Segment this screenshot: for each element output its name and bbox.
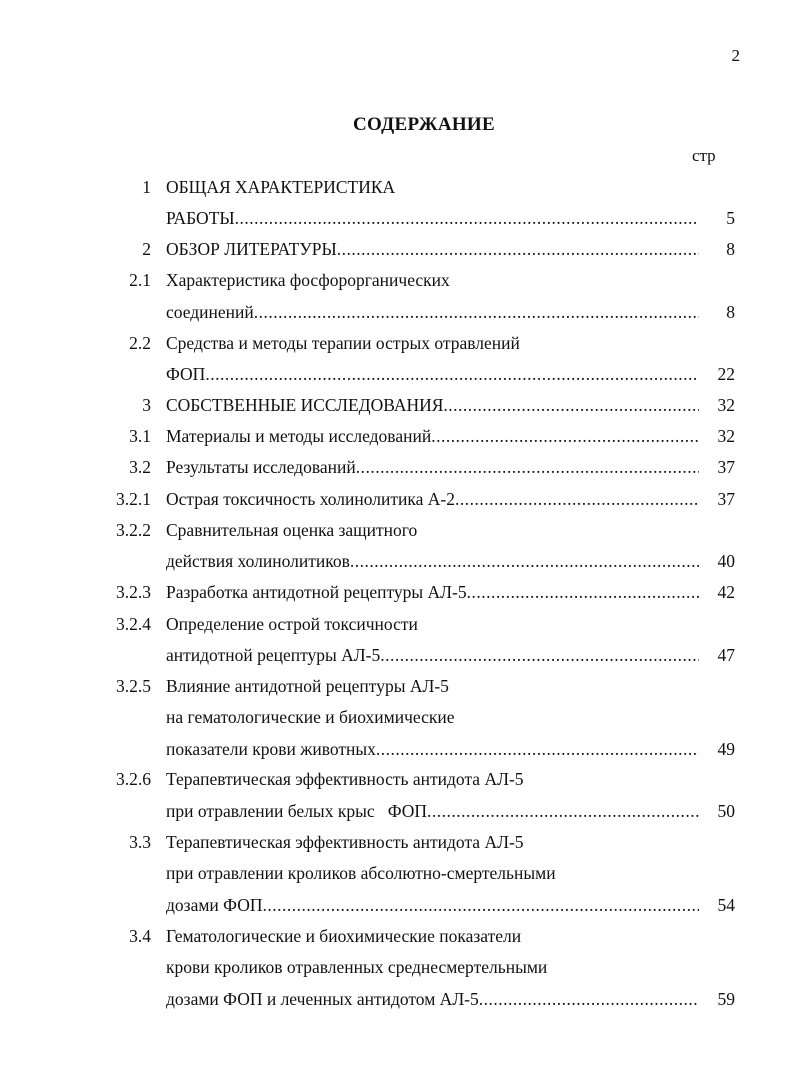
toc-leader — [166, 549, 699, 573]
toc-entry-text: Острая токсичность холинолитика А-2 — [166, 489, 455, 509]
toc-entry-page: 5 — [726, 208, 735, 228]
dot-leader — [254, 300, 699, 324]
dot-leader — [356, 455, 699, 479]
toc-entry-text: Влияние антидотной рецептуры АЛ-5 — [166, 676, 449, 696]
toc-entry-page: 22 — [717, 364, 735, 384]
toc-leader — [166, 643, 699, 667]
toc-entry-page: 32 — [717, 426, 735, 446]
toc-leader — [166, 362, 699, 386]
toc-entry — [0, 175, 796, 199]
page-number: 2 — [731, 46, 740, 65]
toc-entry-text: Разработка антидотной рецептуры АЛ-5 — [166, 582, 467, 602]
toc-entry-text: Гематологические и биохимические показатели — [166, 926, 522, 946]
toc-entry-text: Результаты исследований — [166, 457, 356, 477]
toc-entry-number: 3.2 — [129, 457, 151, 477]
toc-entry-page: 40 — [717, 551, 735, 571]
toc-entry — [0, 300, 796, 324]
toc-entry — [0, 237, 796, 261]
toc-entry — [0, 674, 796, 698]
toc-leader — [166, 237, 699, 261]
toc-entry-page: 8 — [726, 302, 735, 322]
toc-entry — [0, 268, 796, 292]
toc-entry-number: 3.2.1 — [116, 489, 151, 509]
toc-entry — [0, 612, 796, 636]
toc-leader — [166, 455, 699, 479]
toc-leader — [166, 487, 699, 511]
toc-entry — [0, 580, 796, 604]
toc-entry-page: 47 — [717, 645, 735, 665]
toc-entry — [0, 487, 796, 511]
page-column-label: стр — [692, 146, 716, 165]
toc-entry-text: показатели крови животных — [166, 739, 376, 759]
toc-entry — [0, 518, 796, 542]
dot-leader — [205, 362, 699, 386]
toc-leader — [166, 424, 699, 448]
toc-entry-text: Средства и методы терапии острых отравлений — [166, 333, 520, 353]
toc-entry-number: 3.2.2 — [116, 520, 151, 540]
toc-entry-number: 3.4 — [129, 926, 151, 946]
toc-entry-page: 50 — [717, 801, 735, 821]
toc-title: СОДЕРЖАНИЕ — [353, 114, 495, 135]
toc-entry — [0, 206, 796, 230]
toc-entry-page: 37 — [717, 457, 735, 477]
toc-entry-text: дозами ФОП — [166, 895, 263, 915]
toc-entry-text: ОБЩАЯ ХАРАКТЕРИСТИКА — [166, 177, 396, 197]
toc-entry-text: при отравлении белых крыс ФОП — [166, 801, 428, 821]
toc-entry-text: на гематологические и биохимические — [166, 707, 455, 727]
dot-leader — [455, 487, 699, 511]
toc-entry — [0, 987, 796, 1011]
dot-leader — [443, 393, 699, 417]
toc-entry-text: Сравнительная оценка защитного — [166, 520, 418, 540]
toc-entry-number: 3.2.3 — [116, 582, 151, 602]
toc-entry-number: 2.1 — [129, 270, 151, 290]
dot-leader — [427, 799, 699, 823]
toc-entry-text: крови кроликов отравленных среднесмертельными — [166, 957, 548, 977]
toc-leader — [166, 206, 699, 230]
toc-entry-page: 37 — [717, 489, 735, 509]
toc-leader — [166, 300, 699, 324]
toc-entry-number: 3.2.5 — [116, 676, 151, 696]
toc-entry — [0, 393, 796, 417]
toc-leader — [166, 737, 699, 761]
toc-entry — [0, 767, 796, 791]
toc-entry — [0, 331, 796, 355]
toc-entry-number: 3 — [142, 395, 151, 415]
toc-entry-page: 32 — [717, 395, 735, 415]
toc-entry — [0, 705, 796, 729]
toc-entry — [0, 643, 796, 667]
toc-entry-text: соединений — [166, 302, 254, 322]
toc-entry — [0, 362, 796, 386]
toc-entry-page: 59 — [717, 989, 735, 1009]
dot-leader — [235, 206, 699, 230]
dot-leader — [431, 424, 699, 448]
dot-leader — [262, 893, 699, 917]
toc-leader — [166, 393, 699, 417]
toc-entry — [0, 737, 796, 761]
toc-entry-number: 3.3 — [129, 832, 151, 852]
toc-entry-number: 1 — [142, 177, 151, 197]
toc-entry-number: 3.2.6 — [116, 769, 151, 789]
dot-leader — [380, 643, 699, 667]
dot-leader — [376, 737, 699, 761]
toc-leader — [166, 799, 699, 823]
toc-entry-text: СОБСТВЕННЫЕ ИССЛЕДОВАНИЯ — [166, 395, 444, 415]
toc-entry-page: 42 — [717, 582, 735, 602]
toc-entry — [0, 549, 796, 573]
toc-entry-text: Терапевтическая эффективность антидота АЛ-5 — [166, 769, 524, 789]
toc-entry-text: Терапевтическая эффективность антидота АЛ-5 — [166, 832, 524, 852]
toc-entry — [0, 424, 796, 448]
toc-entry-number: 2 — [142, 239, 151, 259]
toc-leader — [166, 580, 699, 604]
toc-entry-text: ОБЗОР ЛИТЕРАТУРЫ — [166, 239, 337, 259]
toc-entry-text: РАБОТЫ — [166, 208, 235, 228]
toc-entry — [0, 830, 796, 854]
toc-leader — [166, 893, 699, 917]
toc-entry-text: антидотной рецептуры АЛ-5 — [166, 645, 381, 665]
toc-entry-text: при отравлении кроликов абсолютно-смертельными — [166, 863, 556, 883]
toc-entry — [0, 924, 796, 948]
toc-entry-page: 8 — [726, 239, 735, 259]
toc-entry — [0, 955, 796, 979]
toc-entry-text: ФОП — [166, 364, 206, 384]
toc-entry — [0, 861, 796, 885]
dot-leader — [467, 580, 699, 604]
toc-entry-text: Определение острой токсичности — [166, 614, 418, 634]
toc-entry-page: 54 — [717, 895, 735, 915]
dot-leader — [479, 987, 699, 1011]
toc-entry-number: 2.2 — [129, 333, 151, 353]
dot-leader — [350, 549, 699, 573]
toc-entry — [0, 893, 796, 917]
dot-leader — [337, 237, 699, 261]
toc-entry-number: 3.1 — [129, 426, 151, 446]
toc-entry-text: Характеристика фосфорорганических — [166, 270, 450, 290]
toc-entry — [0, 455, 796, 479]
toc-entry-text: действия холинолитиков — [166, 551, 350, 571]
toc-entry — [0, 799, 796, 823]
toc-entry-page: 49 — [717, 739, 735, 759]
toc-entry-text: Материалы и методы исследований — [166, 426, 432, 446]
toc-entry-text: дозами ФОП и леченных антидотом АЛ-5 — [166, 989, 479, 1009]
toc-entry-number: 3.2.4 — [116, 614, 151, 634]
toc-leader — [166, 987, 699, 1011]
